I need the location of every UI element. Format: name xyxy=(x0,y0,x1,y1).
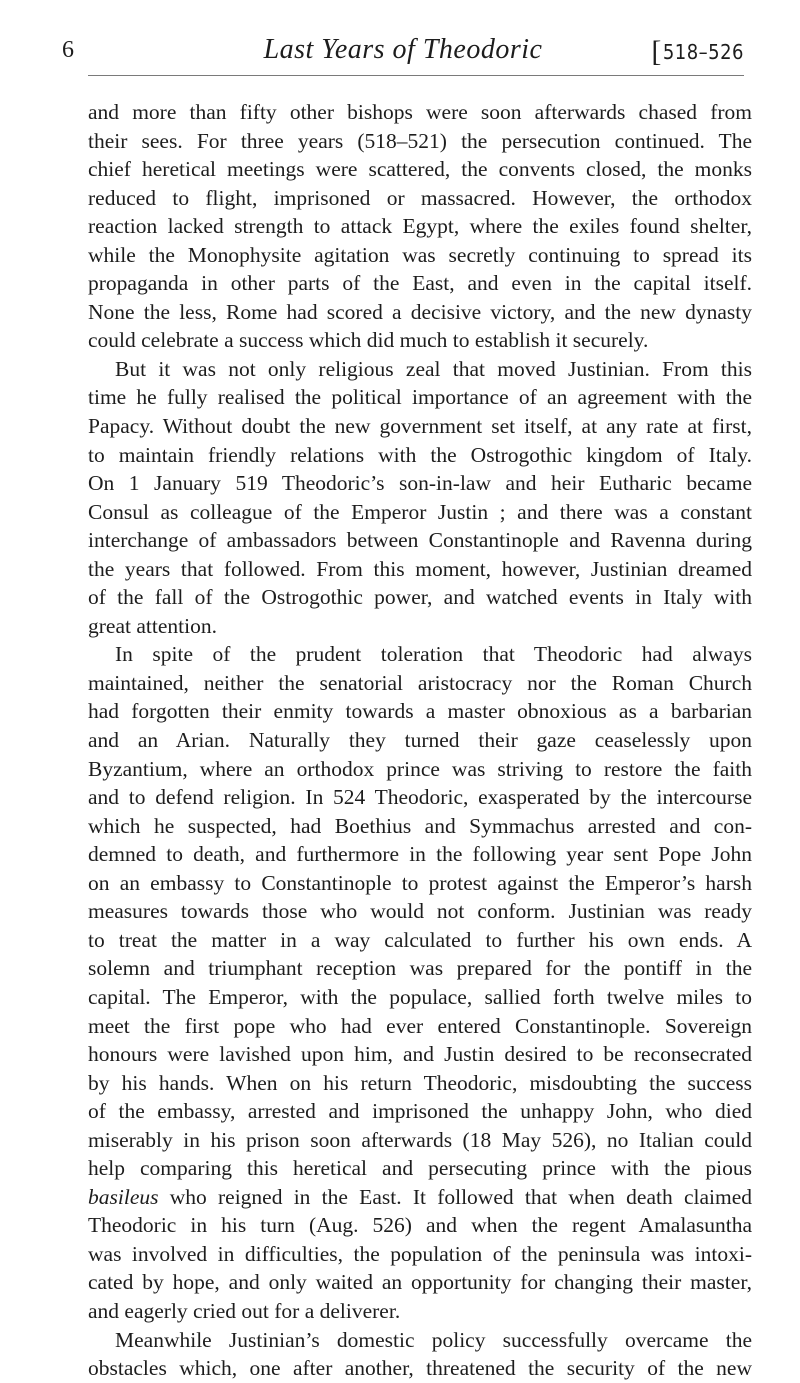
text-line: meet the first pope who had ever entered Constantinople. Sovereign xyxy=(88,1013,752,1038)
text-line: while the Monophysite agitation was secretly continuing to spread its xyxy=(88,242,752,267)
text-line: But it was not only religious zeal that moved Justinian. From this xyxy=(115,356,752,381)
text-line: reaction lacked strength to attack Egypt, where the exiles found shelter, xyxy=(88,214,752,239)
text-line: and an Arian. Naturally they turned their gaze ceaselessly upon xyxy=(88,728,752,753)
italic-term-basileus: basileus xyxy=(88,1184,159,1209)
text-line: could celebrate a success which did much to establish it securely. xyxy=(88,328,649,353)
text-line: cated by hope, and only waited an opportunity for changing their master, xyxy=(88,1270,752,1295)
text-line: to treat the matter in a way calculated to further his own ends. A xyxy=(88,927,752,952)
text-line: propaganda in other parts of the East, and even in the capital itself. xyxy=(88,271,752,296)
text-line: Theodoric in his turn (Aug. 526) and when the regent Amalasuntha xyxy=(88,1213,752,1238)
text-line: Meanwhile Justinian’s domestic policy successfully overcame the xyxy=(115,1327,752,1352)
page-number: 6 xyxy=(62,37,74,63)
text-line: which he suspected, had Boethius and Symmachus arrested and con- xyxy=(88,813,752,838)
date-range-text: 518–526 xyxy=(662,40,744,64)
text-line-rest: who reigned in the East. It followed that when death claimed xyxy=(169,1184,752,1209)
text-line: miserably in his prison soon afterwards (18 May 526), no Italian could xyxy=(88,1127,752,1152)
text-line: reduced to flight, imprisoned or massacred. However, the orthodox xyxy=(88,185,752,210)
date-range xyxy=(651,32,744,72)
date-range-bracket: [ xyxy=(651,35,662,68)
text-line: interchange of ambassadors between Constantinople and Ravenna during xyxy=(88,528,752,553)
text-line: On 1 January 519 Theodoric’s son-in-law and heir Eutharic became xyxy=(88,471,752,496)
text-line: Consul as colleague of the Emperor Justin ; and there was a constant xyxy=(88,499,752,524)
text-line: of the embassy, arrested and imprisoned the unhappy John, who died xyxy=(88,1099,752,1124)
body-text xyxy=(88,98,752,1383)
text-line: the years that followed. From this moment, however, Justinian dreamed xyxy=(88,556,752,581)
text-line: and to defend religion. In 524 Theodoric, exasperated by the intercourse xyxy=(88,785,752,810)
text-line: In spite of the prudent toleration that Theodoric had always xyxy=(115,642,752,667)
text-line: measures towards those who would not conform. Justinian was ready xyxy=(88,899,752,924)
text-line: and more than fifty other bishops were soon afterwards chased from xyxy=(88,100,752,124)
text-line: capital. The Emperor, with the populace, sallied forth twelve miles to xyxy=(88,984,752,1009)
text-line: to maintain friendly relations with the Ostrogothic kingdom of Italy. xyxy=(88,442,752,467)
text-line: on an embassy to Constantinople to protest against the Emperor’s harsh xyxy=(88,870,752,895)
text-line: and eagerly cried out for a deliverer. xyxy=(88,1298,401,1323)
header-rule xyxy=(88,75,744,76)
text-line: by his hands. When on his return Theodoric, misdoubting the success xyxy=(88,1070,752,1095)
text-line: of the fall of the Ostrogothic power, and watched events in Italy with xyxy=(88,585,752,610)
running-title: Last Years of Theodoric xyxy=(263,34,543,65)
text-line-with-italic xyxy=(88,1183,752,1212)
text-line: demned to death, and furthermore in the following year sent Pope John xyxy=(88,842,752,867)
text-line: great attention. xyxy=(88,613,217,638)
text-line: honours were lavished upon him, and Justin desired to be reconsecrated xyxy=(88,1042,752,1067)
text-line: time he fully realised the political importance of an agreement with the xyxy=(88,385,752,410)
text-line: obstacles which, one after another, threatened the security of the new xyxy=(88,1356,752,1381)
text-line: chief heretical meetings were scattered, the convents closed, the monks xyxy=(88,157,752,182)
text-line: maintained, neither the senatorial aristocracy nor the Roman Church xyxy=(88,670,752,695)
text-line: their sees. For three years (518–521) the persecution continued. The xyxy=(88,128,752,153)
text-line: None the less, Rome had scored a decisive victory, and the new dynasty xyxy=(88,299,752,324)
running-head xyxy=(62,30,744,70)
text-line: help comparing this heretical and persecuting prince with the pious xyxy=(88,1156,752,1181)
text-line: had forgotten their enmity towards a master obnoxious as a barbarian xyxy=(88,699,752,724)
text-line: was involved in difficulties, the population of the peninsula was intoxi- xyxy=(88,1241,752,1266)
text-line: Byzantium, where an orthodox prince was striving to restore the faith xyxy=(88,756,752,781)
text-line: Papacy. Without doubt the new government set itself, at any rate at first, xyxy=(88,414,752,439)
text-line: solemn and triumphant reception was prepared for the pontiff in the xyxy=(88,956,752,981)
